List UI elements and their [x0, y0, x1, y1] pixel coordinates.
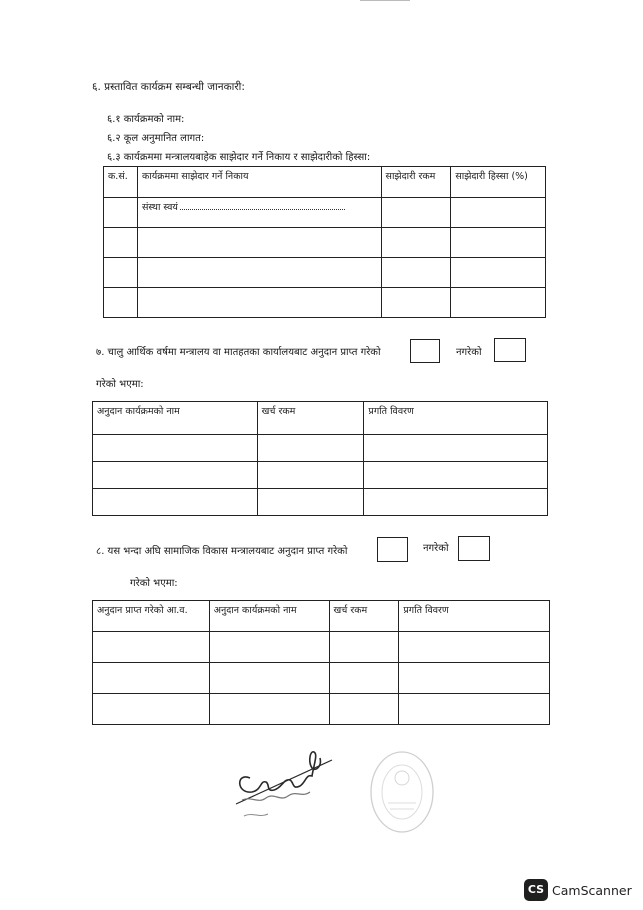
- table-cell[interactable]: [257, 435, 364, 462]
- table-cell[interactable]: [364, 489, 548, 516]
- prior-not-received-checkbox[interactable]: [458, 536, 490, 561]
- table-cell[interactable]: [329, 663, 399, 694]
- table-cell[interactable]: [93, 462, 258, 489]
- grant-table-header: खर्च रकम: [257, 402, 364, 435]
- table-cell[interactable]: [451, 198, 546, 228]
- section7-question: ७. चालु आर्थिक वर्षमा मन्त्रालय वा मातहतका कार्यालयबाट अनुदान प्राप्त गरेको: [96, 347, 381, 358]
- camscanner-logo: CS: [524, 879, 548, 901]
- table-cell[interactable]: [93, 489, 258, 516]
- table-cell[interactable]: [93, 435, 258, 462]
- if-received-label: गरेको भएमा:: [96, 379, 144, 390]
- scan-artifact: [360, 0, 410, 1]
- stamp: [366, 748, 438, 840]
- partner-share-label: ६.३ कार्यक्रममा मन्त्रालयबाहेक साझेदार गर्ने निकाय र साझेदारीको हिस्सा:: [107, 152, 371, 163]
- table-cell[interactable]: [399, 663, 550, 694]
- table-cell[interactable]: [209, 663, 329, 694]
- signature: [222, 734, 342, 829]
- table-cell[interactable]: [381, 198, 451, 228]
- estimated-cost-label: ६.२ कूल अनुमानित लागत:: [107, 133, 205, 144]
- table-cell[interactable]: [209, 632, 329, 663]
- table-cell[interactable]: [104, 288, 138, 318]
- table-cell[interactable]: [137, 198, 381, 228]
- table-cell[interactable]: [381, 228, 451, 258]
- table-cell[interactable]: [257, 489, 364, 516]
- table-cell[interactable]: [137, 288, 381, 318]
- table-cell[interactable]: [137, 258, 381, 288]
- self-organization-label: संस्था स्वयं: [141, 202, 178, 213]
- grant-table-header: अनुदान कार्यक्रमको नाम: [93, 402, 258, 435]
- prior-not-received-label: नगरेको: [423, 543, 449, 554]
- table-cell[interactable]: [451, 258, 546, 288]
- prior-if-received-label: गरेको भएमा:: [130, 578, 178, 589]
- partner-table-header: क.सं.: [104, 167, 138, 198]
- table-cell[interactable]: [399, 632, 550, 663]
- table-cell[interactable]: [364, 435, 548, 462]
- table-cell[interactable]: [451, 228, 546, 258]
- table-cell[interactable]: [104, 258, 138, 288]
- fill-line: [180, 201, 345, 210]
- table-cell[interactable]: [381, 258, 451, 288]
- grant-table-header: प्रगति विवरण: [364, 402, 548, 435]
- partner-table-header: कार्यक्रममा साझेदार गर्ने निकाय: [137, 167, 381, 198]
- table-cell[interactable]: [137, 228, 381, 258]
- prior-received-checkbox[interactable]: [377, 537, 408, 562]
- partner-table-header: साझेदारी हिस्सा (%): [451, 167, 546, 198]
- partner-table: [103, 166, 546, 318]
- partner-table-header: साझेदारी रकम: [381, 167, 451, 198]
- table-cell[interactable]: [364, 462, 548, 489]
- prior-grant-table-header: अनुदान प्राप्त गरेको आ.व.: [93, 601, 210, 632]
- table-cell[interactable]: [399, 694, 550, 725]
- table-cell[interactable]: [104, 228, 138, 258]
- table-cell[interactable]: [93, 663, 210, 694]
- table-cell[interactable]: [209, 694, 329, 725]
- not-received-checkbox[interactable]: [494, 338, 526, 362]
- prior-grant-table-header: खर्च रकम: [329, 601, 399, 632]
- table-cell[interactable]: [381, 288, 451, 318]
- prior-grant-table: [92, 600, 550, 725]
- not-received-label: नगरेको: [456, 347, 482, 358]
- grant-table: [92, 401, 548, 516]
- prior-grant-table-header: अनुदान कार्यक्रमको नाम: [209, 601, 329, 632]
- table-cell[interactable]: [329, 694, 399, 725]
- section8-question: ८. यस भन्दा अघि सामाजिक विकास मन्त्रालयबाट अनुदान प्राप्त गरेको: [96, 546, 348, 557]
- program-name-label: ६.१ कार्यक्रमको नाम:: [107, 114, 185, 125]
- table-cell[interactable]: [93, 694, 210, 725]
- table-cell[interactable]: [329, 632, 399, 663]
- table-cell[interactable]: [104, 198, 138, 228]
- prior-grant-table-header: प्रगति विवरण: [399, 601, 550, 632]
- table-cell[interactable]: [451, 288, 546, 318]
- section6-title: ६. प्रस्तावित कार्यक्रम सम्बन्धी जानकारी:: [92, 81, 245, 93]
- table-cell[interactable]: [93, 632, 210, 663]
- table-cell[interactable]: [257, 462, 364, 489]
- received-checkbox[interactable]: [410, 339, 440, 363]
- camscanner-label: CamScanner: [552, 883, 632, 898]
